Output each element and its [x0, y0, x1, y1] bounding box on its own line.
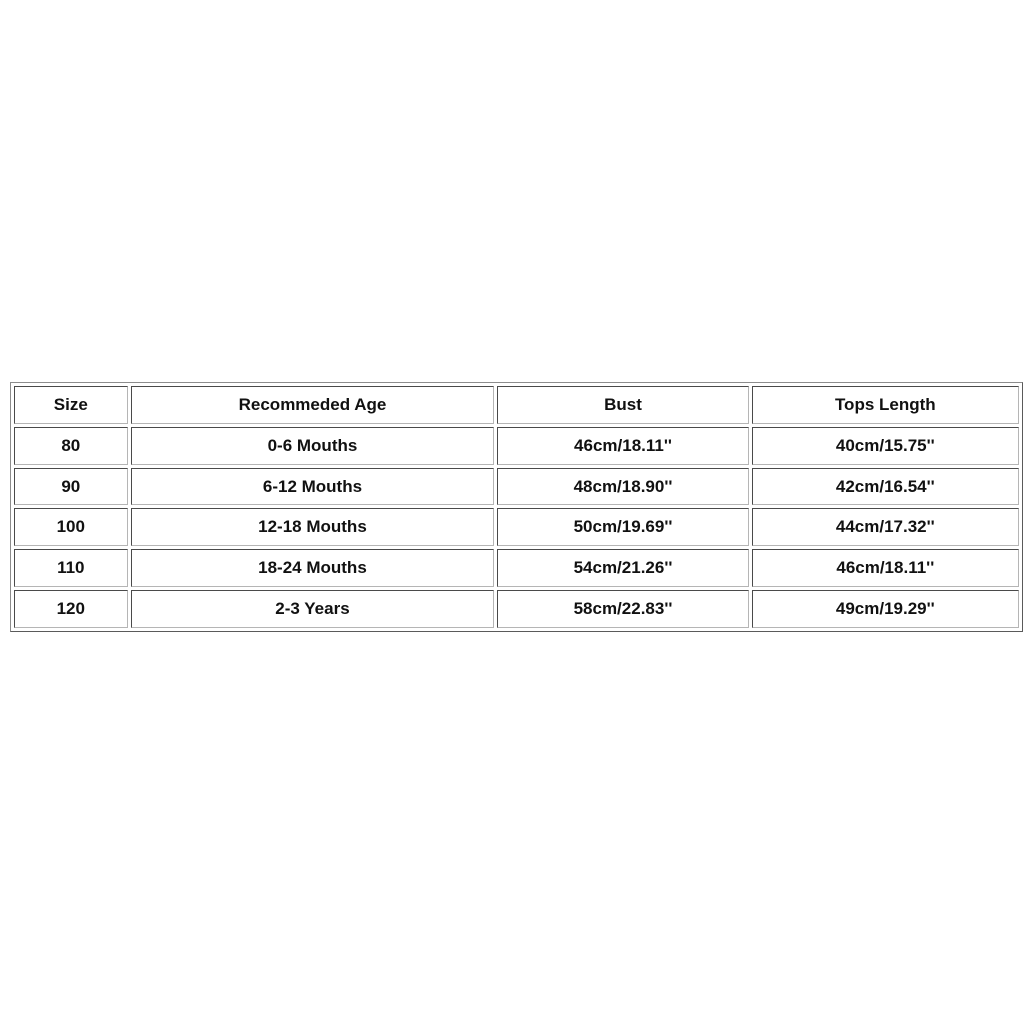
- table-header-row: [14, 386, 1019, 424]
- cell-age: 6-12 Mouths: [131, 468, 495, 506]
- cell-size: 90: [14, 468, 128, 506]
- cell-tops-length: 44cm/17.32'': [752, 508, 1019, 546]
- table-row: [14, 508, 1019, 546]
- cell-tops-length: 40cm/15.75'': [752, 427, 1019, 465]
- cell-age: 2-3 Years: [131, 590, 495, 628]
- cell-tops-length: 46cm/18.11'': [752, 549, 1019, 587]
- header-bust: Bust: [497, 386, 748, 424]
- header-recommended-age: Recommeded Age: [131, 386, 495, 424]
- cell-size: 80: [14, 427, 128, 465]
- cell-size: 100: [14, 508, 128, 546]
- cell-bust: 50cm/19.69'': [497, 508, 748, 546]
- size-chart-table: [10, 382, 1023, 632]
- cell-bust: 48cm/18.90'': [497, 468, 748, 506]
- table-row: [14, 549, 1019, 587]
- table-row: [14, 468, 1019, 506]
- table-row: [14, 427, 1019, 465]
- header-tops-length: Tops Length: [752, 386, 1019, 424]
- cell-size: 110: [14, 549, 128, 587]
- cell-age: 12-18 Mouths: [131, 508, 495, 546]
- cell-tops-length: 49cm/19.29'': [752, 590, 1019, 628]
- cell-bust: 58cm/22.83'': [497, 590, 748, 628]
- cell-size: 120: [14, 590, 128, 628]
- table-row: [14, 590, 1019, 628]
- cell-tops-length: 42cm/16.54'': [752, 468, 1019, 506]
- cell-age: 0-6 Mouths: [131, 427, 495, 465]
- cell-bust: 54cm/21.26'': [497, 549, 748, 587]
- cell-bust: 46cm/18.11'': [497, 427, 748, 465]
- header-size: Size: [14, 386, 128, 424]
- cell-age: 18-24 Mouths: [131, 549, 495, 587]
